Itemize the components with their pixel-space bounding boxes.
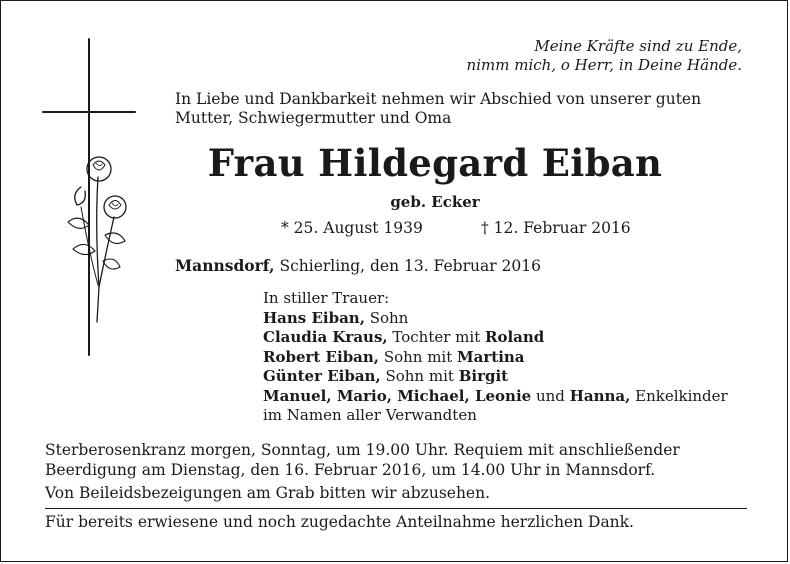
mourner-name: Günter Eiban,	[263, 367, 381, 385]
place-town: Mannsdorf,	[175, 256, 275, 275]
mourner-name: Hans Eiban,	[263, 308, 365, 327]
grandchildren-last: Hanna,	[569, 386, 631, 405]
mourners-heading: In stiller Trauer:	[263, 289, 390, 307]
mourners-list	[263, 289, 763, 426]
place-rest: Schierling, den 13. Februar 2016	[279, 257, 541, 275]
mourner-relation: Sohn	[369, 308, 409, 327]
mourner-partner: Martina	[457, 347, 525, 366]
mourner-row	[263, 328, 763, 348]
mourner-partner: Birgit	[458, 367, 509, 385]
relatives-line: im Namen aller Verwandten	[263, 406, 477, 424]
divider	[45, 508, 747, 509]
mourner-relation: Tochter mit	[392, 328, 481, 346]
mourner-relation: Sohn mit	[383, 347, 453, 366]
intro-text	[175, 90, 755, 128]
mourner-name: Robert Eiban,	[263, 347, 380, 366]
death-date: † 12. Februar 2016	[481, 219, 631, 237]
birth-date: * 25. August 1939	[281, 219, 423, 237]
deceased-name: Frau Hildegard Eiban	[207, 141, 663, 185]
condolence-request: Von Beileidsbezeigungen am Grab bitten wir abzusehen.	[45, 484, 491, 502]
mourner-row	[263, 348, 763, 368]
mourner-partner: Roland	[485, 328, 545, 346]
intro-line: In Liebe und Dankbarkeit nehmen wir Abschied von unserer guten	[175, 90, 702, 108]
mourner-row	[263, 367, 763, 387]
grandchildren-names: Manuel, Mario, Michael, Leonie	[263, 386, 532, 405]
thanks-line: Für bereits erwiesene und noch zugedachte Anteilnahme herzlichen Dank.	[45, 513, 634, 531]
service-line: Sterberosenkranz morgen, Sonntag, um 19.00 Uhr. Requiem mit anschließender	[45, 441, 680, 459]
birth-name: geb. Ecker	[390, 193, 480, 211]
grandchildren-relation: Enkelkinder	[635, 386, 728, 405]
mourner-relation: Sohn mit	[385, 367, 454, 385]
life-dates	[281, 219, 661, 237]
intro-line: Mutter, Schwiegermutter und Oma	[175, 109, 452, 127]
mourner-name: Claudia Kraus,	[263, 328, 388, 346]
verse-line: nimm mich, o Herr, in Deine Hände.	[466, 56, 742, 74]
service-line: Beerdigung am Dienstag, den 16. Februar 2016, um 14.00 Uhr in Mannsdorf.	[45, 460, 656, 479]
verse	[467, 37, 742, 75]
place-and-date	[175, 256, 755, 275]
mourner-row	[263, 387, 763, 407]
cross-with-roses-icon	[41, 37, 141, 357]
mourner-row	[263, 309, 763, 329]
grandchildren-and: und	[535, 386, 565, 405]
service-info	[45, 441, 746, 480]
verse-line: Meine Kräfte sind zu Ende,	[534, 37, 742, 55]
